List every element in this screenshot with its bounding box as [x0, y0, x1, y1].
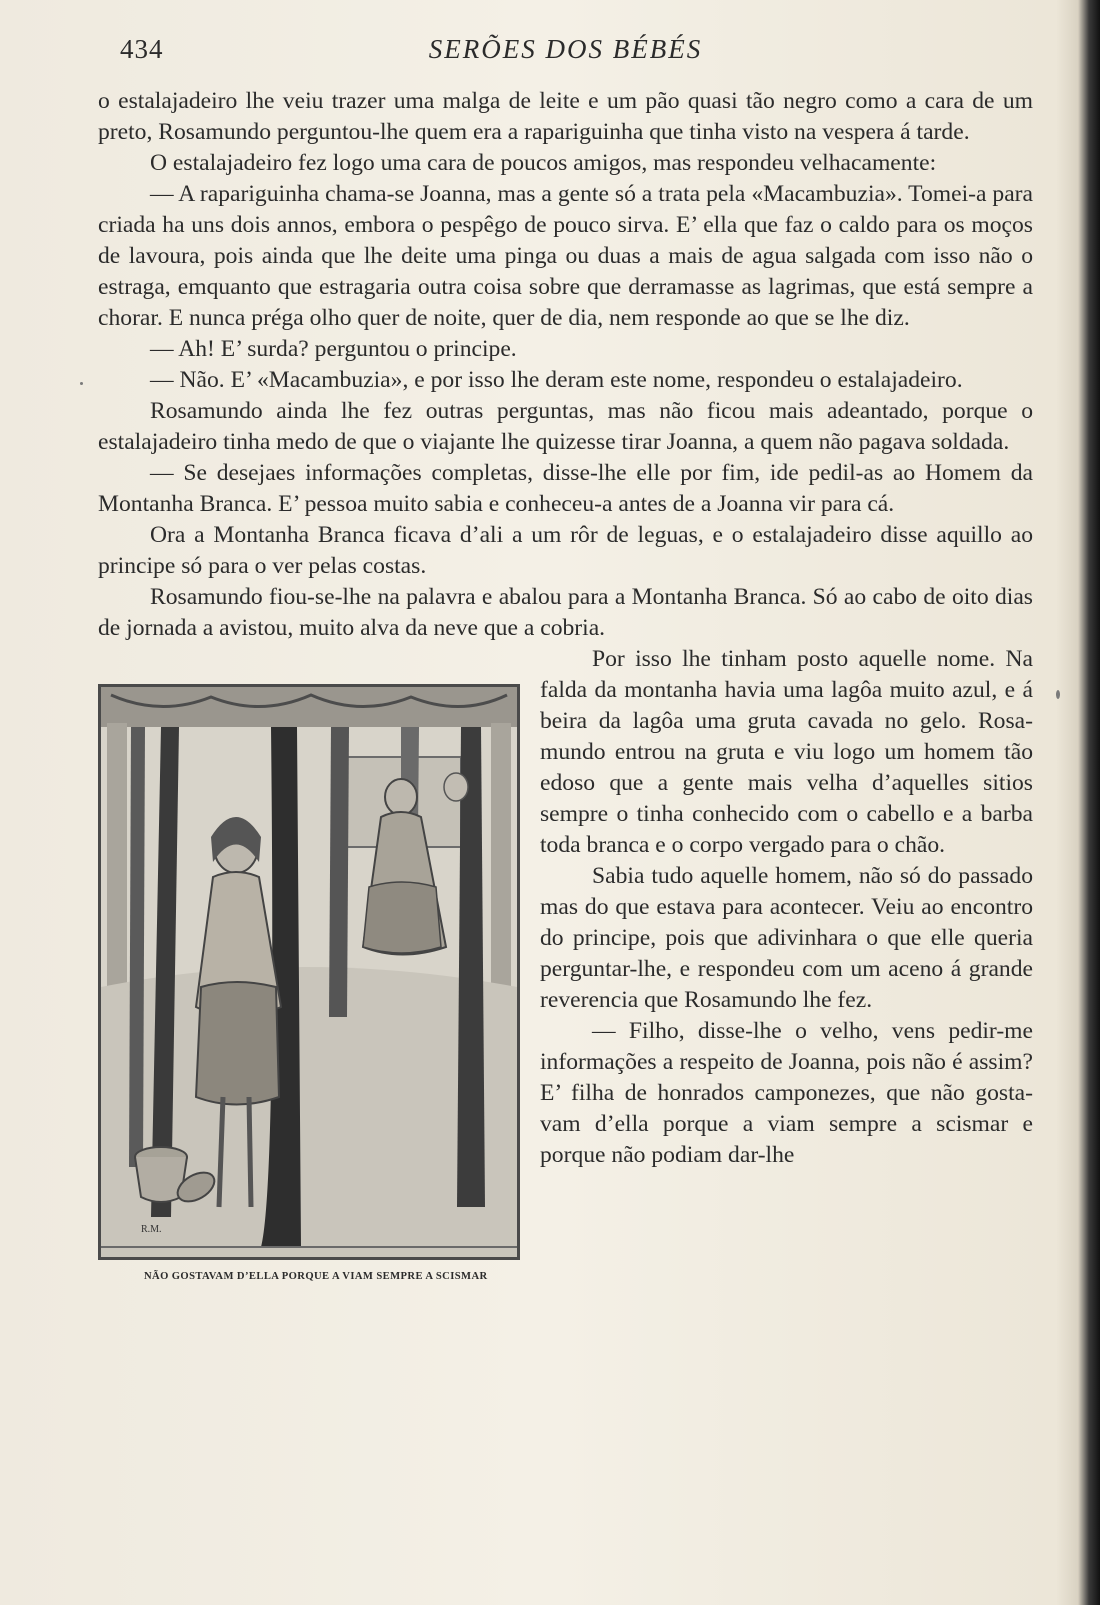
paragraph-text: Por isso lhe tinham posto aquelle nome. Na falda da montanha havia uma lagôa muito azul, e á beira da lagôa uma gruta cavada no gelo. Rosamundo entrou na gruta e viu logo um homem tão edoso que a gente mais velha d’aquelles sitios sempre o tinha conhecido com o cabello e a barba toda branca e o corpo vergado para o chão. — [540, 646, 1033, 858]
illustration-caption: NÃO GOSTAVAM D’ELLA PORQUE A VIAM SEMPRE A SCISMAR — [144, 1271, 488, 1282]
page-number: 434 — [120, 34, 164, 64]
paragraph: — Filho, disse-lhe o velho, vens pedir-me informações a respeito de Joanna, pois não é assim? E’ filha de honrados camponezes, que não gostavam d’ella porque a viam sempre a scismar e porque não podiam dar-lhe — [540, 1018, 1033, 1168]
illustration — [98, 684, 520, 1260]
paragraph: — Não. E’ «Macambuzia», e por isso lhe deram este nome, respondeu o estalajadeiro. — [150, 367, 963, 393]
paragraph: Sabia tudo aquelle homem, não só do passado mas do que estava para acontecer. Veiu ao encontro do principe, pois que adivinhara o que elle queria perguntar-lhe, e respondeu com um aceno á grande reverencia que Rosamundo lhe fez. — [540, 863, 1033, 1013]
forest-girl-illustration — [101, 687, 517, 1257]
running-title: SERÕES DOS BÉBÉS — [428, 34, 703, 64]
paragraph: Rosamundo ainda lhe fez outras perguntas, mas não ficou mais adeantado, porque o estalajadeiro tinha medo de que o viajante lhe quizesse tirar Joanna, a quem não pagava soldada. — [98, 398, 1033, 455]
body-text — [98, 86, 1033, 1282]
running-header — [98, 30, 1033, 70]
paragraph: — Se desejaes informações completas, disse-lhe elle por fim, ide pedil-as ao Homem da Montanha Branca. E’ pessoa muito sabia e conheceu-a antes de a Joanna vir para cá. — [98, 460, 1033, 517]
illustration-figure — [98, 684, 518, 1282]
ink-speck — [80, 382, 83, 385]
paragraph: o estalajadeiro lhe veiu trazer uma malga de leite e um pão quasi tão negro como a cara de um preto, Rosamundo perguntou-lhe quem era a rapariguinha que tinha visto na vespera á tarde. — [98, 88, 1033, 145]
paragraph: Rosamundo fiou-se-lhe na palavra e abalou para a Montanha Branca. Só ao cabo de oito dias de jornada a avistou, muito alva da neve que a cobria. — [98, 584, 1033, 641]
artist-signature: R.M. — [141, 1224, 162, 1235]
paragraph: — Ah! E’ surda? perguntou o principe. — [150, 336, 517, 362]
paragraph: O estalajadeiro fez logo uma cara de poucos amigos, mas respondeu velhacamente: — [150, 150, 937, 176]
ink-speck — [1056, 690, 1060, 699]
paragraph: Ora a Montanha Branca ficava d’ali a um rôr de leguas, e o estalajadeiro disse aquillo ao principe só para o ver pelas costas. — [98, 522, 1033, 579]
paragraph: — A rapariguinha chama-se Joanna, mas a gente só a trata pela «Macambuzia». Tomei-a para criada ha uns dois annos, embora o pespêgo de pouco sirva. E’ ella que faz o caldo para os moços de lavoura, pois ainda que lhe deite uma pinga ou duas a mais de agua salgada com isso não o estraga, emquanto que estragaria outra coisa sobre que derramasse as lagrimas, que está sempre a chorar. E nunca préga olho quer de noite, quer de dia, nem responde ao que se lhe diz. — [98, 181, 1033, 331]
